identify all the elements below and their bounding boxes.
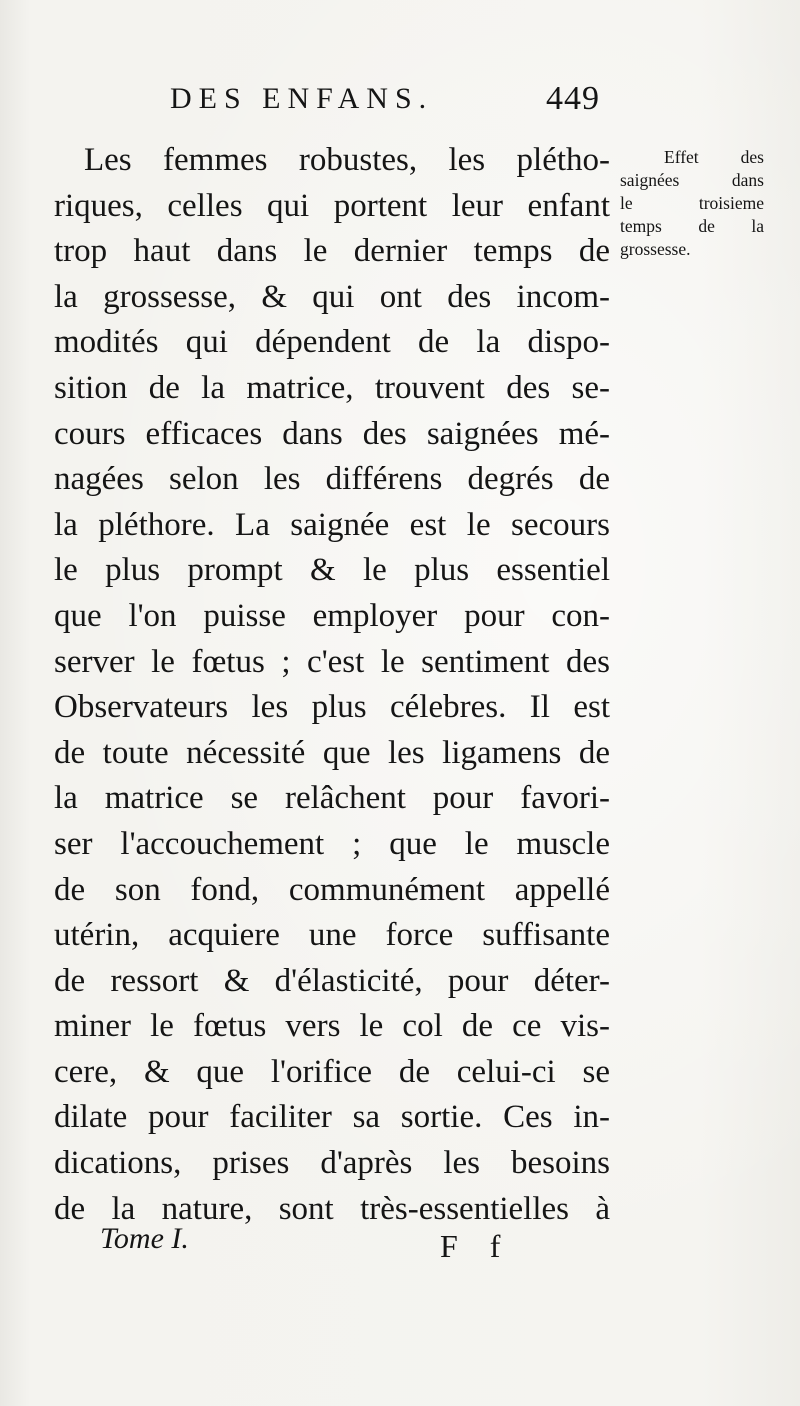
footer-volume: Tome I.: [100, 1222, 189, 1255]
body-text: [54, 138, 610, 1232]
margin-note: [620, 146, 764, 261]
text-line: Observateurs les plus célebres. Il est: [54, 689, 610, 726]
margin-note-line: le troisieme: [620, 193, 764, 213]
text-line: la pléthore. La saignée est le secours: [54, 506, 610, 543]
text-line: utérin, acquiere une force suffisante: [54, 917, 610, 954]
text-line: de ressort & d'élasticité, pour déter-: [54, 962, 610, 999]
text-line: de la nature, sont très-essentielles à: [54, 1190, 610, 1227]
text-line: cours efficaces dans des saignées mé-: [54, 415, 610, 452]
text-line: le plus prompt & le plus essentiel: [54, 552, 610, 589]
text-line: de toute nécessité que les ligamens de: [54, 734, 610, 771]
text-line: la grossesse, & qui ont des incom-: [54, 278, 610, 315]
text-line: de son fond, communément appellé: [54, 871, 610, 908]
text-line: riques, celles qui portent leur enfant: [54, 187, 610, 224]
page-number: 449: [546, 80, 600, 117]
margin-note-line: saignées dans: [620, 170, 764, 190]
text-line: cere, & que l'orifice de celui-ci se: [54, 1053, 610, 1090]
running-head: DES ENFANS.: [170, 82, 434, 115]
text-line: sition de la matrice, trouvent des se-: [54, 369, 610, 406]
text-line: la matrice se relâchent pour favori-: [54, 780, 610, 817]
text-line: nagées selon les différens degrés de: [54, 461, 610, 498]
text-line: dilate pour faciliter sa sortie. Ces in-: [54, 1099, 610, 1136]
margin-note-line: Effet des: [664, 147, 764, 167]
text-line: Les femmes robustes, les plétho-: [84, 142, 610, 178]
text-line: server le fœtus ; c'est le sentiment des: [54, 643, 610, 680]
text-line: modités qui dépendent de la dispo-: [54, 324, 610, 361]
text-line: dications, prises d'après les besoins: [54, 1145, 610, 1182]
margin-note-line: grossesse.: [620, 239, 691, 259]
margin-note-line: temps de la: [620, 216, 764, 236]
text-line: ser l'accouchement ; que le muscle: [54, 825, 610, 862]
text-line: trop haut dans le dernier temps de: [54, 233, 610, 270]
text-line: miner le fœtus vers le col de ce vis-: [54, 1008, 610, 1045]
footer-signature: F f: [440, 1228, 513, 1264]
text-line: que l'on puisse employer pour con-: [54, 597, 610, 634]
